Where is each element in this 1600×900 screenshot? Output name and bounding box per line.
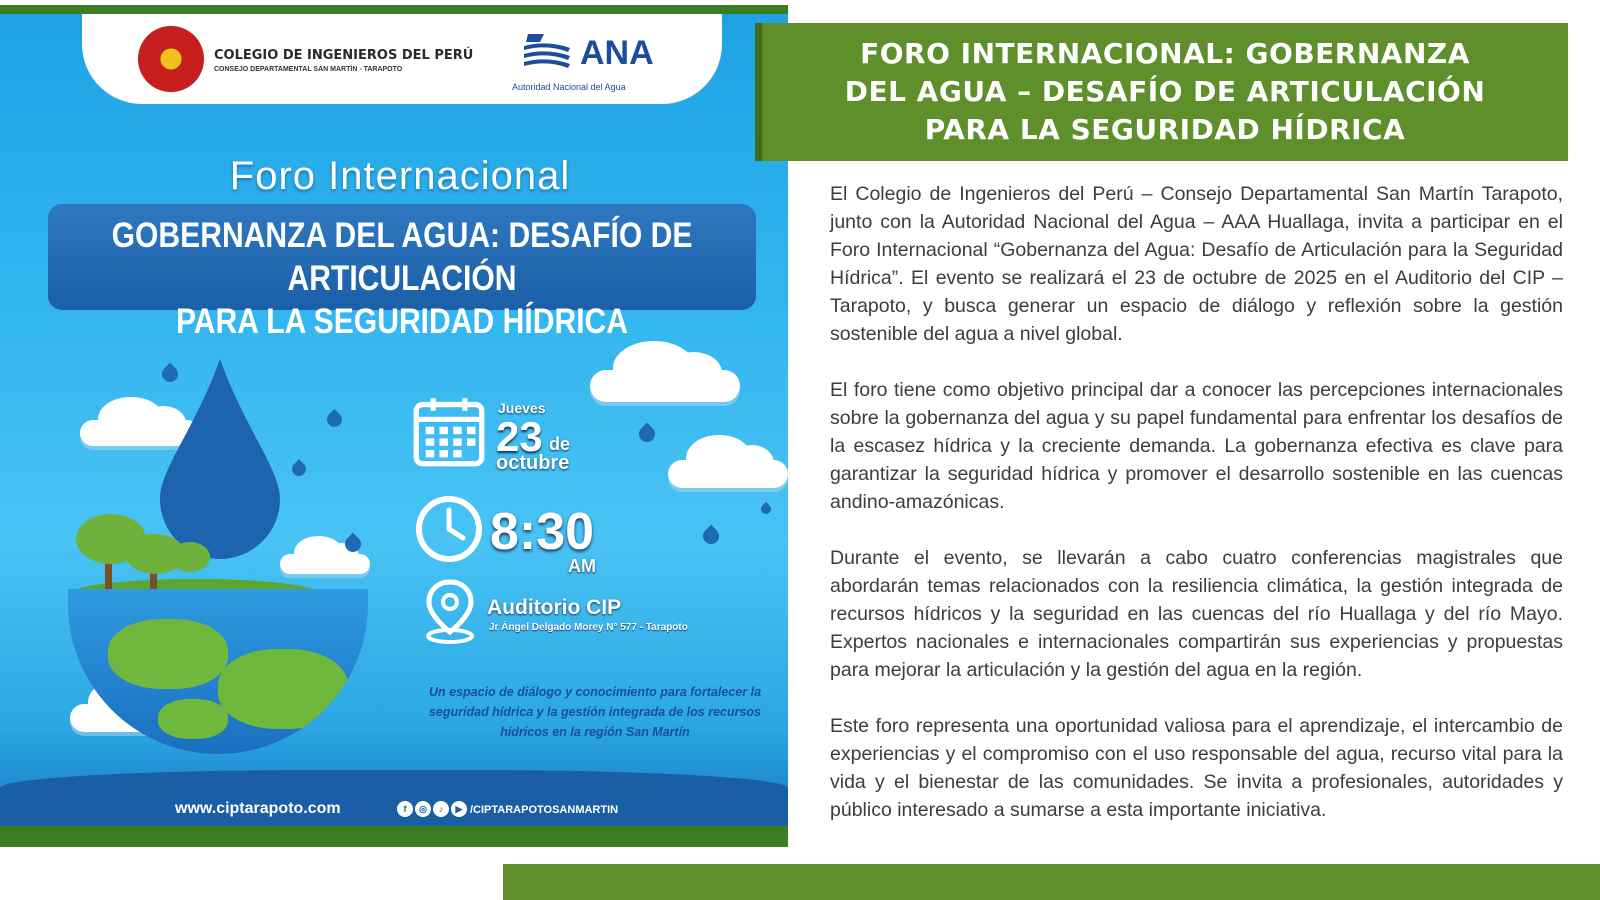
water-drop-icon [324, 409, 345, 430]
event-day: 23 [496, 413, 543, 460]
facebook-icon[interactable]: f [397, 801, 413, 817]
article-paragraph: Este foro representa una oportunidad valiosa para el aprendizaje, el intercambio de experiencias y el compromiso con el uso responsable del agua, recurso vital para la vida y el bienestar de las comunidades. Se invita a profesionales, autoridades y público interesado a sumarse a esta importante iniciativa. [830, 715, 1563, 821]
org-name: COLEGIO DE INGENIEROS DEL PERÚ [214, 48, 474, 63]
article-header-banner [755, 23, 1568, 161]
wave-footer [0, 770, 788, 826]
cloud-decoration [668, 460, 788, 488]
youtube-icon[interactable]: ▶ [451, 801, 467, 817]
foro-label: Foro Internacional [229, 154, 571, 198]
event-day-de: de [549, 434, 571, 454]
water-drop-icon [636, 423, 659, 446]
event-ampm: AM [568, 556, 596, 576]
article-title-line3: PARA LA SEGURIDAD HÍDRICA [924, 113, 1406, 146]
tiktok-icon[interactable]: ♪ [433, 801, 449, 817]
poster-title-line2: PARA LA SEGURIDAD HÍDRICA [175, 302, 629, 341]
partner-subtitle: Autoridad Nacional del Agua [512, 82, 626, 92]
water-drop-icon [155, 359, 285, 559]
clock-icon [414, 494, 484, 564]
article-title [762, 35, 1568, 149]
location-pin-icon [420, 578, 480, 644]
social-handle: /CIPTARAPOTOSANMARTIN [470, 804, 619, 816]
calendar-icon [412, 394, 486, 468]
event-weekday: Jueves [498, 400, 546, 416]
tree-canopy [170, 542, 210, 572]
poster-title-line1: GOBERNANZA DEL AGUA: DESAFÍO DE ARTICULACIÓN [111, 216, 693, 298]
article-paragraph: El foro tiene como objetivo principal dar a conocer las percepciones internacionales sobre la gobernanza del agua y su papel fundamental para enfrentar los desafíos de la escasez hídrica y la creciente demanda. La gobernanza efectiva es clave para garantizar la seguridad hídrica y promover el desarrollo sostenible en las cuencas andino-amazónicas. [830, 379, 1563, 513]
article-body [830, 180, 1563, 852]
article-title-line1: FORO INTERNACIONAL: GOBERNANZA [860, 37, 1470, 70]
event-time: 8:30 [490, 503, 595, 561]
partner-name: ANA [580, 34, 654, 72]
event-venue-address: Jr Ángel Delgado Morey N° 577 - Tarapoto [489, 622, 688, 633]
article-paragraph: Durante el evento, se llevarán a cabo cuatro conferencias magistrales que abordarán temas relacionados con la resiliencia climática, la gestión integrada de recursos hídricos y la seguridad en las cuencas del río Huallaga y del río Mayo. Expertos nacionales e internacionales compartirán sus experiencias y propuestas para mejorar la articulación y la gestión del agua en la región. [830, 547, 1563, 681]
poster-tagline: Un espacio de diálogo y conocimiento para fortalecer la seguridad hídrica y la gestión integrada de los recursos hídricos en la región San Martín [428, 685, 762, 739]
article-paragraph: El Colegio de Ingenieros del Perú – Consejo Departamental San Martín Tarapoto, junto con la Autoridad Nacional del Agua – AAA Huallaga, invita a participar en el Foro Internacional “Gobernanza del Agua: Desafío de Articulación para la Seguridad Hídrica”. El evento se realizará el 23 de octubre de 2025 en el Auditorio del CIP – Tarapoto, y busca generar un espacio de diálogo y reflexión sobre la gestión sostenible del agua a nivel global. [830, 183, 1563, 345]
event-poster [0, 14, 788, 826]
instagram-icon[interactable]: ◎ [415, 801, 431, 817]
org-subtitle: CONSEJO DEPARTAMENTAL SAN MARTÍN - TARAPOTO [214, 66, 403, 73]
footer-bar [503, 864, 1600, 900]
article-title-line2: DEL AGUA – DESAFÍO DE ARTICULACIÓN [844, 75, 1486, 108]
event-venue: Auditorio CIP [487, 596, 622, 619]
poster-title [98, 214, 707, 343]
ana-wave-logo [522, 30, 572, 74]
social-icons [397, 801, 467, 817]
water-drop-icon [759, 502, 773, 516]
water-drop-icon [700, 525, 723, 548]
cip-seal-logo [138, 26, 204, 92]
poster-title-banner [48, 204, 756, 341]
cloud-decoration [280, 554, 370, 574]
event-month: octubre [496, 452, 570, 474]
water-drop-icon [289, 459, 309, 479]
cloud-decoration [590, 370, 740, 402]
website-link[interactable]: www.ciptarapoto.com [175, 800, 341, 817]
logo-bar [82, 14, 722, 104]
